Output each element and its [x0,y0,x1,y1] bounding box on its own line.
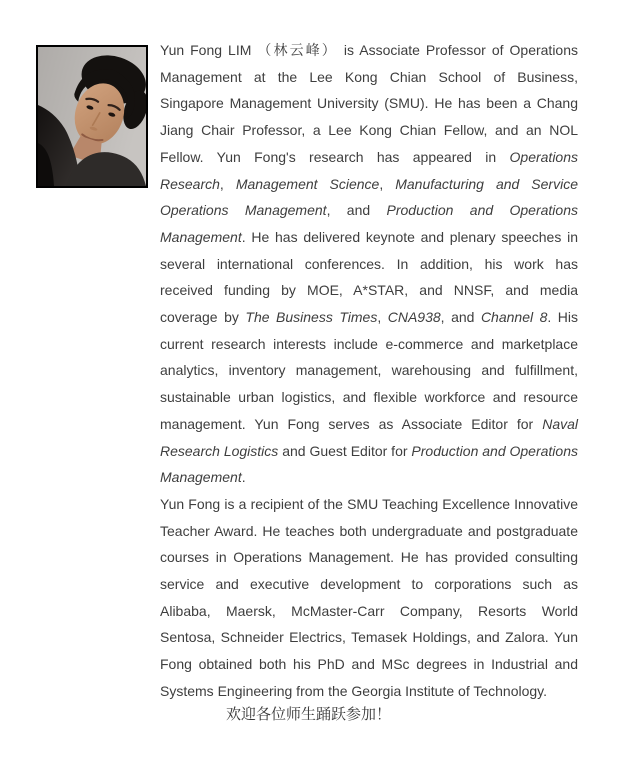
bio-paragraph-1: Yun Fong LIM （林云峰） is Associate Professor of Operations Management at the Lee Kong Chian School of Business, Singapore Management University (SMU). He has been a Chang Jiang Chair Professor, a Lee Kong Chian Fellow, and an NOL Fellow. Yun Fong's research has appeared in Operations Research, Management Science, Manufacturing and Service Operations Management, and Production and Operations Management. He has delivered keynote and plenary speeches in several international conferences. In addition, his work has received funding by MOE, A*STAR, and NNSF, and media coverage by The Business Times, CNA938, and Channel 8. His current research interests include e-commerce and marketplace analytics, inventory management, warehousing and fulfillment, sustainable urban logistics, and flexible workforce and resource management. Yun Fong serves as Associate Editor for Naval Research Logistics and Guest Editor for Production and Operations Management. [160,42,579,486]
photo-column [36,37,160,188]
portrait-photo [36,45,148,188]
bio-paragraph-2: Yun Fong is a recipient of the SMU Teaching Excellence Innovative Teacher Award. He teaches both undergraduate and postgraduate courses in Operations Management. He has provided consulting service and executive development to corporations such as Alibaba, Maersk, McMaster-Carr Company, Resorts World Sentosa, Schneider Electrics, Temasek Holdings, and Zalora. Yun Fong obtained both his PhD and MSc degrees in Industrial and Systems Engineering from the Georgia Institute of Technology. [160,495,578,699]
portrait-photo-graphic [38,47,146,186]
invitation-line: 欢迎各位师生踊跃参加！ [225,706,391,723]
bio-text [160,37,578,705]
